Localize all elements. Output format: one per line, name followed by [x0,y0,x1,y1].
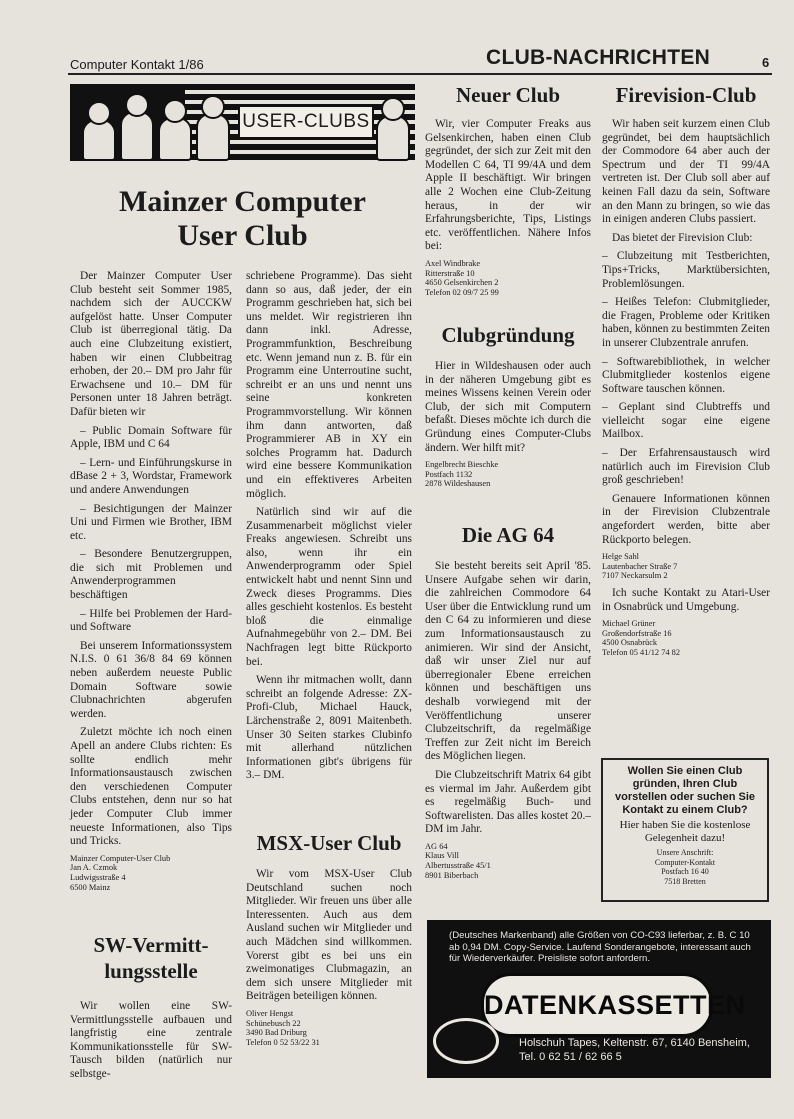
paragraph: Sie besteht bereits seit April '85. Unsere Aufgabe sehen wir darin, die zahlreichen Commodore 64 User über die Entwicklung rund um den C 64 zu informieren und diese zum Informationsaustausch zu animieren. Wir sind der Ansicht, daß wir unser Ziel nur auf überregionaler Ebene erreichen können und beschäftigen uns deshalb vorwiegend mit der Veröffentlichung unserer Clubzeitschrift, da regelmäßige Treffen zur Zeit nicht im Bereich des Möglichen liegen. [425,560,591,763]
neuer-club-headline: Neuer Club [455,83,561,107]
person-illustration [158,117,192,161]
mainzer-headline [70,185,415,253]
headline-line: lungsstelle [104,959,198,983]
address-line: Mainzer Computer-User Club [70,853,171,863]
address-line: Postfach 1132 [425,469,473,479]
address-line: Engelbrecht Bieschke [425,460,499,470]
address-line: Ritterstraße 10 [425,268,475,278]
ad-brand-logo: DATENKASSETTEN [481,973,713,1037]
paragraph: Hier in Wildeshausen oder auch in der näheren Umgebung gibt es meines Wissens keinen Verein oder Club, der sich mit Computern befaßt. Dieses möchte ich durch die Gründung eines Computer-Clubs ändern. Wer hilft mit? [425,360,591,454]
person-illustration [376,115,410,161]
headline-line: User Club [177,219,308,252]
ad-phone: Tel. 0 62 51 / 62 66 5 [519,1051,622,1063]
paragraph: – Public Domain Software für Apple, IBM und C 64 [70,424,232,451]
address-line: 7107 Neckarsulm 2 [602,571,668,581]
neuer-club-body [425,118,591,302]
address-line: 2878 Wildeshausen [425,479,491,489]
person-illustration [82,119,116,161]
address-line: 8901 Biberbach [425,870,479,880]
page-number: 6 [762,55,770,70]
osnabrueck-address [602,619,770,657]
mainzer-column-1 [70,270,232,897]
msx-address [246,1009,412,1047]
banner-label: USER-CLUBS [238,105,374,139]
callout-address [609,848,761,886]
address-line: Postfach 16 40 [661,867,709,876]
firevision-body [602,118,770,663]
address-line: 4650 Gelsenkirchen 2 [425,278,499,288]
club-callout-box [601,758,769,902]
paragraph: – Der Erfahrensaustausch wird natürlich auch im Firevision Club groß geschrieben! [602,447,770,487]
address-line: Telefon 0 52 53/22 31 [246,1037,320,1047]
callout-question: Wollen Sie einen Club gründen, Ihren Club vorstellen oder suchen Sie Kontakt zu einem Club? [615,765,755,816]
paragraph: – Clubzeitung mit Testberichten, Tips+Tricks, Marktübersichten, Problemlösungen. [602,250,770,290]
address-line: Telefon 05 41/12 74 82 [602,647,681,657]
address-line: Helge Sahl [602,552,639,562]
paragraph: Wenn ihr mitmachen wollt, dann schreibt an folgende Adresse: ZX-Profi-Club, Michael Hauck, Lärchenstraße 2, 8091 Maitenbeth. Unser 30 Seiten starkes Clubinfo mit allerhand nützlichen Informationen gibt's übrigens für 3.– DM. [246,674,412,782]
firevision-headline: Firevision-Club [615,83,757,107]
paragraph: Das bietet der Firevision Club: [612,231,753,244]
paragraph: Wir, vier Computer Freaks aus Gelsenkirchen, haben einen Club gegründet, der sich zur Zeit mit den Modellen C 64, TI 99/4A und dem Apple II beschäftigt. Wir bringen alle 2 Wochen eine Club-Zeitung heraus, in der wir Erfahrungsberichte, Tips, Listings etc. veröffentlichen. Nähere Infos bei: [425,118,591,253]
cassette-icon [433,1018,499,1064]
clubgruendung-address [425,460,591,489]
paragraph: – Heißes Telefon: Clubmitglieder, die Fragen, Probleme oder Kritiken haben, können zu bestimmten Zeiten in unserer Clubzentrale anrufen. [602,296,770,349]
ag64-body [425,560,591,885]
ad-description: (Deutsches Markenband) alle Größen von CO-C93 lieferbar, z. B. C 10 ab 0,94 DM. Copy-Service. Laufend Sonderangebote, interessant auch für Wiederverkäufer. Preisliste sofort anfordern. [449,930,751,964]
paragraph: – Lern- und Einführungskurse in dBase 2 + 3, Wordstar, Framework und andere Anwendungen [70,456,232,496]
address-line: Computer-Kontakt [654,857,716,867]
paragraph: – Softwarebibliothek, in welcher Clubmitglieder kostenlos eigene Software tauschen können. [602,355,770,395]
address-line: Ludwigsstraße 4 [70,872,126,882]
paragraph: Wir vom MSX-User Club Deutschland suchen noch Mitglieder. Wir freuen uns über alle Interessenten. Auch aus dem Ausland suchen wir Mitglieder und auch Mädchen sind willkommen. Vorerst gibt es bei uns ein zweimonatiges Clubmagazin, an dem sich unsere Mitglieder mit Beiträgen beteiligen können. [246,868,412,1003]
callout-answer: Hier haben Sie die kostenlose Gelegenheit dazu! [619,819,751,844]
person-illustration [120,111,154,161]
magazine-issue: Computer Kontakt 1/86 [70,57,204,72]
paragraph: Genauere Informationen können in der Firevision Clubzentrale angefordert werden, bitte aber Rückporto belegen. [602,492,770,546]
user-clubs-banner [70,84,415,161]
mainzer-column-2 [246,270,412,788]
paragraph: – Besichtigungen der Mainzer Uni und Firmen wie Brother, IBM etc. [70,502,232,542]
clubgruendung-headline: Clubgründung [441,323,575,347]
address-line: Axel Windbrake [425,258,481,268]
address-line: Klaus Vill [425,851,460,861]
paragraph: Zuletzt möchte ich noch einen Apell an andere Clubs richten: Es sollte endlich mehr Informationsaustausch zwischen den verschiedenen Computer Clubs entstehen, denn nur so hat jeder Computer Club immer neueste Informationen, also Tips und Tricks. [70,726,232,848]
address-line: Lautenbacher Straße 7 [602,561,678,571]
address-line: 7518 Bretten [664,876,706,886]
neuer-club-address [425,259,591,297]
address-line: Albertusstraße 45/1 [425,861,491,871]
address-line: AG 64 [425,841,448,851]
address-line: 4500 Osnabrück [602,638,658,648]
address-line: Jan A. Czmok [70,863,118,873]
ag64-headline: Die AG 64 [461,523,555,547]
ag64-address [425,842,591,880]
firevision-address [602,552,770,581]
sw-body [70,1000,232,1087]
mainzer-address [70,854,232,892]
paragraph: – Hilfe bei Problemen der Hard- und Software [70,607,232,634]
headline-line: SW-Vermitt- [93,933,209,957]
paragraph: Die Clubzeitschrift Matrix 64 gibt es viermal im Jahr. Außerdem gibt es regelmäßig Buch- und Softwarelisten. Das alles kostet 20.– DM im Jahr. [425,768,591,836]
section-title: CLUB-NACHRICHTEN [486,46,711,69]
msx-body [246,868,412,1052]
address-line: Telefon 02 09/7 25 99 [425,287,499,297]
header-rule [68,73,772,75]
address-line: Großendorfstraße 16 [602,628,672,638]
address-line: Oliver Hengst [246,1008,294,1018]
address-line: Schünebusch 22 [246,1018,301,1028]
paragraph: Der Mainzer Computer User Club besteht seit Sommer 1985, nachdem sich der AUCCKW aufgelöst hatte. Unser Computer Club ist überregional tätig. Da auch eine Clubzeitung existiert, haben wir einen Clubbeitrag erhoben, der 20.– DM pro Jahr für Erwachsene und 10.– DM für Personen unter 18 Jahren beträgt. Dafür bieten wir [70,270,232,418]
address-line: 3490 Bad Driburg [246,1028,307,1038]
paragraph: – Besondere Benutzergruppen, die sich mit Problemen und Anwenderprogrammen beschäftigen [70,548,232,602]
address-line: Unsere Anschrift: [656,848,714,857]
paragraph: Ich suche Kontakt zu Atari-User in Osnabrück und Umgebung. [602,587,770,613]
ad-contact [519,1036,769,1064]
datenkassetten-advertisement [427,920,771,1078]
address-line: 6500 Mainz [70,882,111,892]
address-line: Michael Grüner [602,619,656,629]
paragraph: Wir haben seit kurzem einen Club gegründet, bei dem hauptsächlich der Commodore 64 aber auch der Spectrum und der TI 99/4A vertreten ist. Der Club soll aber auf keinen Fall dazu da sein, Software an den Mann zu bringen, so wie das in einigen anderen Clubs passiert. [602,118,770,226]
paragraph: Natürlich sind wir auf die Zusammenarbeit möglichst vieler Freaks angewiesen. Schreibt uns also, wenn ihr ein Anwenderprogramm oder Spiel entwickelt habt und nennt Sinn und Zweck dieses Programms. Dies alles geschieht kostenlos. Es besteht bloß die einmalige Aufnahmegebühr von 2.– DM. Bei Nachfragen legt bitte Rückporto bei. [246,506,412,668]
headline-line: Mainzer Computer [119,185,366,218]
sw-headline [70,932,232,984]
paragraph: Wir wollen eine SW-Vermittlungsstelle aufbauen und langfristig eine zentrale Kommunikationsstelle für SW-Tausch bilden (natürlich nur selbstge- [70,1000,232,1080]
ad-company: Holschuh Tapes, Keltenstr. 67, 6140 Bensheim, [519,1037,750,1049]
paragraph: – Geplant sind Clubtreffs und vielleicht sogar eine eigene Mailbox. [602,401,770,441]
person-illustration [196,113,230,161]
clubgruendung-body [425,360,591,494]
msx-headline: MSX-User Club [256,831,402,855]
paragraph: Bei unserem Informationssystem N.I.S. 0 61 36/8 84 69 können neben außerdem neueste Public Domain Software sowie Clubnachrichten abgerufen werden. [70,639,232,720]
paragraph: schriebene Programme). Das sieht dann so aus, daß jeder, der ein Programm geschrieben hat, sich bei uns meldet. Wir registrieren ihn dann inkl. Adresse, Programmfunktion, Beschreibung etc. Wenn jemand nun z. B. für ein Programm eine Unterroutine sucht, schreibt er an uns und nennt uns seine konkreten Programmvorstellung. Wir können ihm dann antworten, daß Programmierer AB in XY ein solches Programm hat. Dadurch wird eine bessere Kommunikation und ein effektiveres Arbeiten möglich. [246,270,412,500]
